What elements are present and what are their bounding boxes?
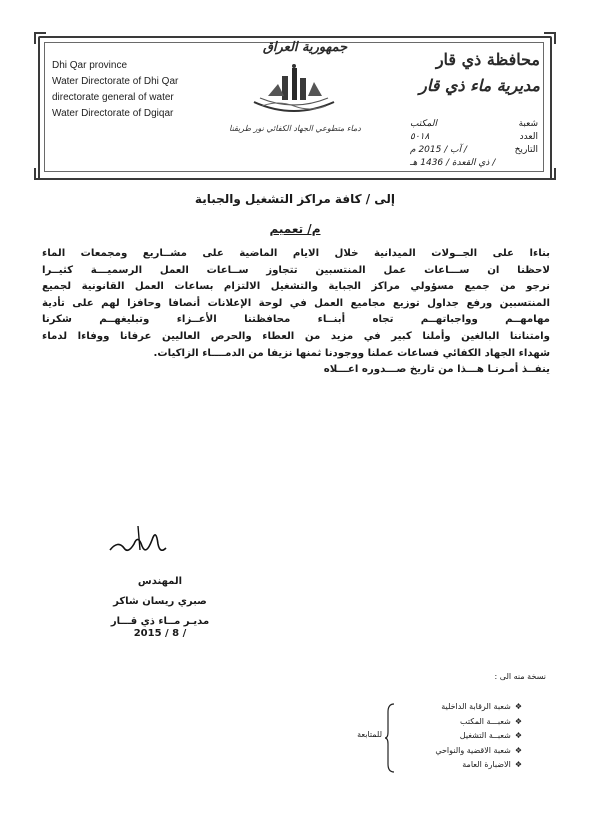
republic-title: جمهورية العراق [262,40,348,55]
signature-date: 2015 / 8 / [133,628,187,639]
body-line: وامتناننا البالغين وأملنا كبير في مزيد من العطاء والحرص العاليين عرفانا ووفاءا لدماء [42,330,550,342]
meta-value: ٥٠١٨ [410,132,430,142]
body-line: ينفــذ أمـرنـا هـــذا من تاريخ صـــدوره اعـــلاه [323,364,550,376]
cc-follow-note: للمتابعة [357,730,382,739]
cc-item: ❖ شعبـــة المكتب [396,715,522,730]
english-line: Dhi Qar province [52,60,128,71]
body-line: لاحظنا ان ســـاعات عمل المنتسبين تتجاوز ســاعات العمل الرسميـــة كثيــرا [42,264,550,276]
directorate-title: مديرية ماء ذي قار [419,76,540,95]
frame-corner [34,168,46,180]
english-header [52,58,222,122]
body-line: المنتسبين ورفع جداول توزيع مجاميع العمل في لوحة الإعلانات أنصافا وحافزا لهم على تأدية [42,297,550,309]
english-line: Water Directorate of Dhi Qar [52,76,179,87]
bullet-icon: ❖ [514,745,522,755]
meta-value: / ذي القعدة / 1436 هـ [410,158,496,168]
cc-item: ❖ شعبة الرقابة الداخلية [396,700,522,715]
letter-body [42,246,550,379]
frame-corner [544,168,556,180]
frame-corner [34,32,46,44]
meta-number [410,131,538,144]
governorate-title: محافظة ذي قار [435,50,540,69]
cc-item: ❖ شعبــة التشغيل [396,729,522,744]
cc-item: ❖ الاضبارة العامة [396,758,522,773]
english-line: directorate general of water [52,92,174,103]
body-line: نرجو من جميع مسؤولي مراكز الجباية والتشغيل الالتزام بساعات العمل القانونية لجميع [42,281,550,293]
meta-date [410,144,538,157]
signer-name: صبري ريسان شاكر [113,596,207,607]
meta-label: العدد [519,132,538,142]
frame-corner [544,32,556,44]
bullet-icon: ❖ [514,760,522,769]
meta-hijri [410,157,538,170]
recipient-line: إلى / كافة مراكز التشغيل والجباية [194,192,396,206]
meta-label: شعبة [518,119,538,129]
meta-value: / آب / 2015 م [410,145,467,155]
meta-label: التاريخ [514,145,538,155]
cc-title: نسخة منه الى : [494,672,546,681]
handwritten-signature-icon [108,520,168,560]
meta-value: المكتب [410,119,437,129]
signer-position: مديـر مــاء ذي قـــار [110,616,210,627]
reference-meta [410,118,538,170]
signer-title: المهندس [137,576,183,587]
bullet-icon: ❖ [514,702,522,711]
bullet-icon: ❖ [514,731,522,740]
meta-division [410,118,538,131]
body-line: شهداء الجهاد الكفائي فساعات عملنا ووجودنا ثمنها نزيفا من الدمــــاء الزاكيات. [153,347,550,359]
subject-line: م/ تعميم [269,222,321,236]
bullet-icon: ❖ [514,716,522,726]
english-line: Water Directorate of Dgiqar [52,108,174,119]
emblem-logo-icon [248,62,340,122]
body-line: بناءا على الجــولات الميدانية خلال الايام الماضية على مشــاريع ومجمعات الماء [42,248,550,259]
cc-item: ❖ شعبة الاقضية والنواحي [396,744,522,759]
brace-icon [384,702,396,774]
signature-block [100,572,220,632]
body-line: مهامهــم وواجباتهــم تجاه أبنــاء محافظتنا الأعــزاء وتبليغهــم شكرنا [42,314,550,326]
cc-list [396,700,522,773]
motto-text: دماء متطوعي الجهاد الكفائي نور طريقنا [229,124,361,133]
